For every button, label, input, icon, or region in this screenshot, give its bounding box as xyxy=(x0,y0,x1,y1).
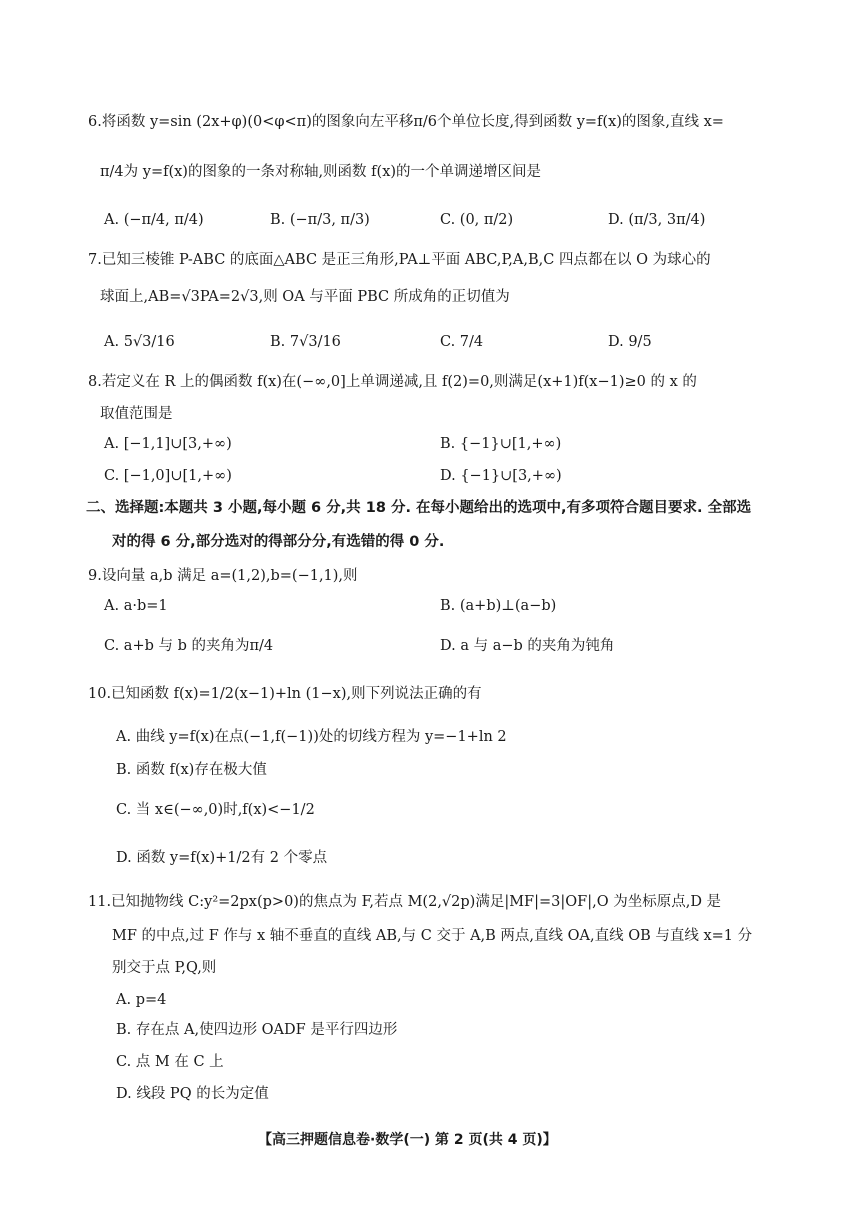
question-6-line-1: 6.将函数 y=sin (2x+φ)(0<φ<π)的图象向左平移π/6个单位长度,得到函数 y=f(x)的图象,直线 x= xyxy=(88,114,724,130)
section-2-heading-line-1: 二、选择题:本题共 3 小题,每小题 6 分,共 18 分. 在每小题给出的选项中,有多项符合题目要求. 全部选 xyxy=(86,500,752,516)
question-6-option-a: A. (−π/4, π/4) xyxy=(104,212,204,228)
question-6-option-c: C. (0, π/2) xyxy=(440,212,514,228)
question-11-option-c: C. 点 M 在 C 上 xyxy=(116,1054,224,1070)
question-9-option-a: A. a·b=1 xyxy=(104,598,168,614)
question-8-line-2: 取值范围是 xyxy=(100,406,173,422)
question-9-option-d: D. a 与 a−b 的夹角为钝角 xyxy=(440,638,615,654)
question-7-option-b: B. 7√3/16 xyxy=(270,334,341,350)
question-10-stem: 10.已知函数 f(x)=1/2(x−1)+ln (1−x),则下列说法正确的有 xyxy=(88,686,482,702)
question-7-option-d: D. 9/5 xyxy=(608,334,652,350)
question-7-option-c: C. 7/4 xyxy=(440,334,484,350)
question-6-option-b: B. (−π/3, π/3) xyxy=(270,212,370,228)
question-8-option-d: D. {−1}∪[3,+∞) xyxy=(440,468,562,484)
section-2-heading-line-2: 对的得 6 分,部分选对的得部分分,有选错的得 0 分. xyxy=(112,534,445,550)
question-8-option-a: A. [−1,1]∪[3,+∞) xyxy=(104,436,232,452)
question-10-option-a: A. 曲线 y=f(x)在点(−1,f(−1))处的切线方程为 y=−1+ln 2 xyxy=(116,729,507,745)
question-10-option-c: C. 当 x∈(−∞,0)时,f(x)<−1/2 xyxy=(116,802,315,818)
question-11-line-1: 11.已知抛物线 C:y²=2px(p>0)的焦点为 F,若点 M(2,√2p)满足|MF|=3|OF|,O 为坐标原点,D 是 xyxy=(88,894,722,910)
question-11-option-d: D. 线段 PQ 的长为定值 xyxy=(116,1086,269,1102)
question-11-line-2: MF 的中点,过 F 作与 x 轴不垂直的直线 AB,与 C 交于 A,B 两点,直线 OA,直线 OB 与直线 x=1 分 xyxy=(112,928,753,944)
question-6-line-2: π/4为 y=f(x)的图象的一条对称轴,则函数 f(x)的一个单调递增区间是 xyxy=(100,164,542,180)
question-6-option-d: D. (π/3, 3π/4) xyxy=(608,212,706,228)
question-8-line-1: 8.若定义在 R 上的偶函数 f(x)在(−∞,0]上单调递减,且 f(2)=0,则满足(x+1)f(x−1)≥0 的 x 的 xyxy=(88,374,697,390)
question-9-stem: 9.设向量 a,b 满足 a=(1,2),b=(−1,1),则 xyxy=(88,568,358,584)
question-7-line-2: 球面上,AB=√3PA=2√3,则 OA 与平面 PBC 所成角的正切值为 xyxy=(100,289,510,305)
page-footer: 【高三押题信息卷·数学(一) 第 2 页(共 4 页)】 xyxy=(258,1132,557,1148)
question-8-option-c: C. [−1,0]∪[1,+∞) xyxy=(104,468,232,484)
question-11-option-b: B. 存在点 A,使四边形 OADF 是平行四边形 xyxy=(116,1022,398,1038)
question-7-option-a: A. 5√3/16 xyxy=(104,334,175,350)
question-11-line-3: 别交于点 P,Q,则 xyxy=(112,960,217,976)
question-7-line-1: 7.已知三棱锥 P-ABC 的底面△ABC 是正三角形,PA⊥平面 ABC,P,A,B,C 四点都在以 O 为球心的 xyxy=(88,252,711,268)
question-8-option-b: B. {−1}∪[1,+∞) xyxy=(440,436,562,452)
question-11-option-a: A. p=4 xyxy=(116,992,167,1008)
question-9-option-b: B. (a+b)⊥(a−b) xyxy=(440,598,557,614)
question-10-option-d: D. 函数 y=f(x)+1/2有 2 个零点 xyxy=(116,850,328,866)
question-10-option-b: B. 函数 f(x)存在极大值 xyxy=(116,762,267,778)
question-9-option-c: C. a+b 与 b 的夹角为π/4 xyxy=(104,638,274,654)
